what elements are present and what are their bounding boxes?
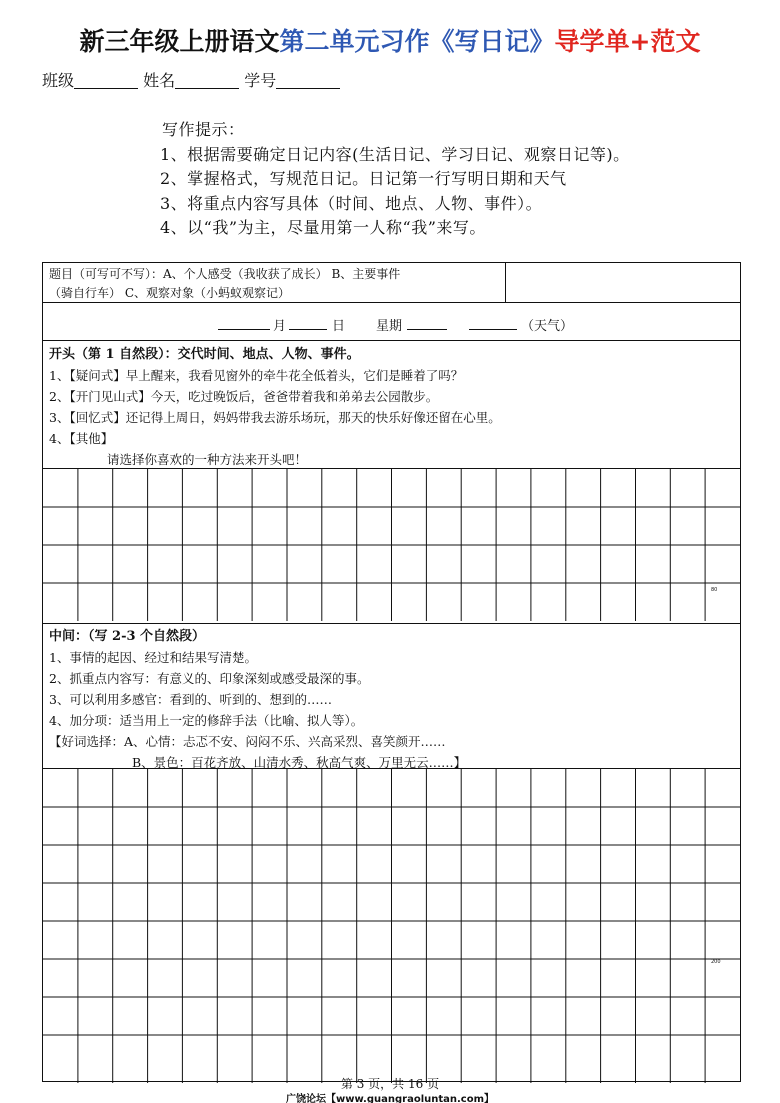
tips-heading: 写作提示：: [162, 120, 245, 139]
opening-heading: 开头（第 1 自然段）：交代时间、地点、人物、事件。: [49, 347, 360, 362]
tip-item: 3、将重点内容写具体（时间、地点、人物、事件）。: [160, 193, 543, 213]
title-unit: 第二单元习作《写日记》: [279, 27, 555, 56]
middle-word-count: 200: [711, 959, 721, 965]
class-field[interactable]: [74, 73, 138, 89]
document-title: [0, 22, 780, 58]
middle-line: 2、抓重点内容写：有意义的、印象深刻或感受最深的事。: [49, 671, 370, 686]
opening-writing-grid[interactable]: [43, 468, 740, 621]
student-info-row: [42, 68, 340, 91]
middle-grid-lines: [43, 769, 740, 1083]
writing-sheet: [42, 262, 741, 1082]
month-field[interactable]: [218, 329, 270, 330]
day-field[interactable]: [289, 329, 327, 330]
writing-tips: [162, 118, 630, 241]
page-number: 第 3 页，共 16 页: [340, 1077, 440, 1091]
title-grade: 新三年级上册语文: [79, 27, 280, 56]
opening-word-count: 80: [711, 587, 718, 593]
month-label: 月: [273, 319, 287, 334]
name-field[interactable]: [175, 73, 239, 89]
topic-line: （骑自行车） C、观察对象（小蚂蚁观察记）: [49, 286, 290, 300]
name-label: 姓名: [143, 71, 176, 90]
middle-heading: 中间：（写 2-3 个自然段）: [49, 629, 206, 644]
number-label: 学号: [244, 71, 277, 90]
middle-line: B、景色：百花齐放、山清水秀、秋高气爽、万里无云……】: [132, 755, 467, 770]
opening-note: 请选择你喜欢的一种方法来开头吧！: [107, 452, 308, 467]
middle-line: 【好词选择：A、心情：忐忑不安、闷闷不乐、兴高采烈、喜笑颜开……: [49, 734, 446, 749]
middle-line: 4、加分项：适当用上一定的修辞手法（比喻、拟人等）。: [49, 713, 364, 728]
opening-guide: [43, 344, 740, 470]
middle-guide: [43, 623, 740, 773]
opening-grid-lines: [43, 469, 740, 621]
date-row: [43, 303, 740, 341]
topic-options: [43, 263, 506, 303]
weekday-field[interactable]: [407, 329, 447, 330]
tip-item: 4、以“我”为主，尽量用第一人称“我”来写。: [160, 218, 486, 237]
opening-line: 4、【其他】: [49, 431, 114, 446]
title-guide: 导学单+范文: [554, 27, 701, 56]
opening-line: 3、【回忆式】还记得上周日，妈妈带我去游乐场玩，那天的快乐好像还留在心里。: [49, 410, 501, 425]
number-field[interactable]: [276, 73, 340, 89]
weather-field[interactable]: [469, 329, 517, 330]
middle-writing-grid[interactable]: [43, 768, 740, 1083]
middle-line: 3、可以利用多感官：看到的、听到的、想到的……: [49, 692, 332, 707]
opening-line: 2、【开门见山式】今天，吃过晚饭后，爸爸带着我和弟弟去公园散步。: [49, 389, 439, 404]
weekday-label: 星期: [376, 319, 403, 334]
opening-line: 1、【疑问式】早上醒来，我看见窗外的牵牛花全低着头，它们是睡着了吗？: [49, 368, 464, 383]
tip-item: 2、掌握格式，写规范日记。日记第一行写明日期和天气: [160, 169, 567, 188]
day-label: 日: [332, 319, 346, 334]
topic-input-cell[interactable]: [506, 263, 740, 303]
topic-line: 题目（可写可不写）：A、个人感受（我收获了成长） B、主要事件: [49, 267, 401, 281]
middle-line: 1、事情的起因、经过和结果写清楚。: [49, 650, 257, 665]
site-footer: 广饶论坛【www.guangraoluntan.com】: [285, 1094, 495, 1103]
class-label: 班级: [42, 71, 75, 90]
tip-item: 1、根据需要确定日记内容(生活日记、学习日记、观察日记等)。: [160, 144, 630, 164]
weather-label: （天气）: [521, 319, 574, 334]
